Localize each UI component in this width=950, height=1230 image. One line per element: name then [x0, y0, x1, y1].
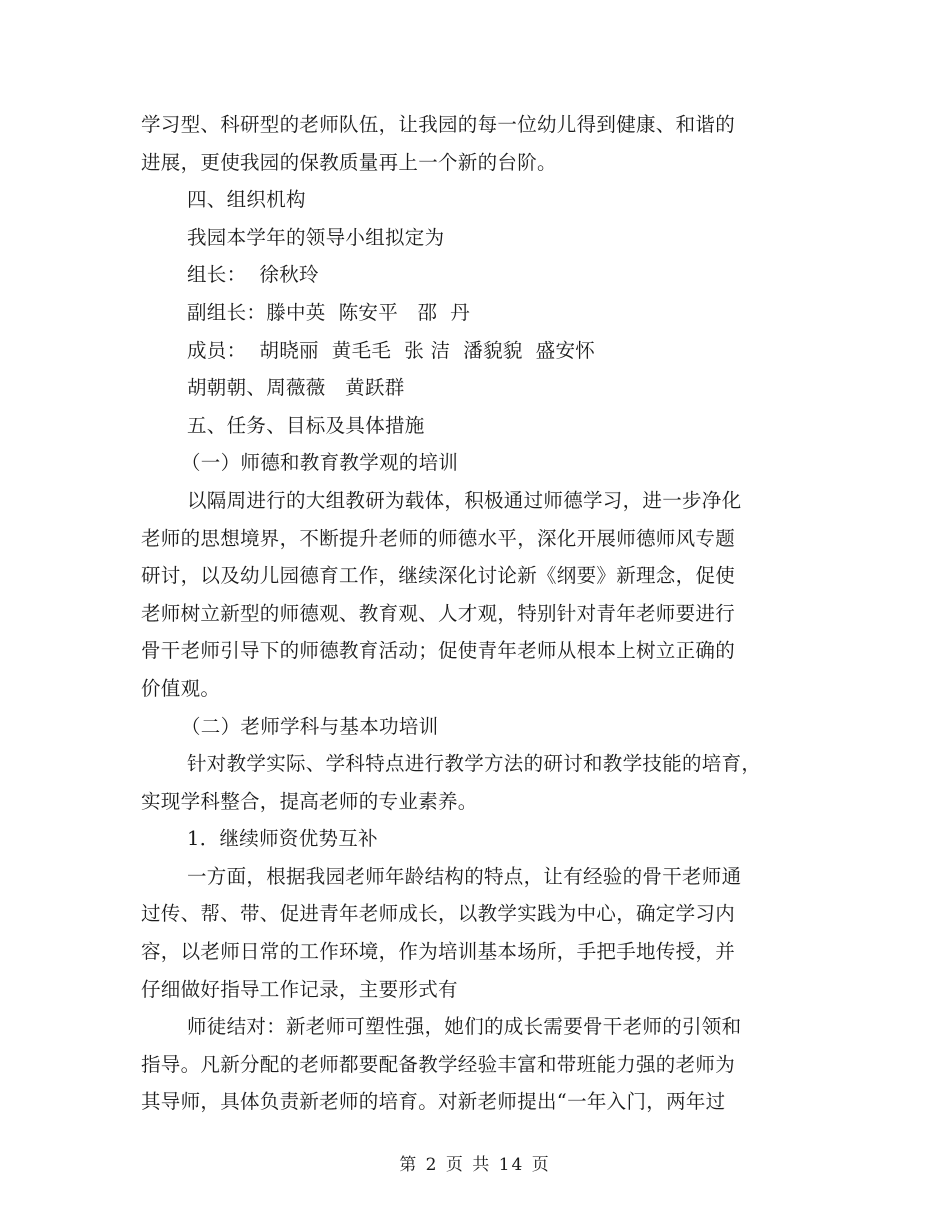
- text-line: 骨干老师引导下的师德教育活动；促使青年老师从根本上树立正确的: [141, 639, 736, 663]
- text-line: 过传、帮、带、促进青年老师成长，以教学实践为中心，确定学习内: [141, 902, 736, 926]
- text-line: 以隔周进行的大组教研为载体，积极通过师德学习，进一步净化: [187, 488, 742, 512]
- section-heading: 四、组织机构: [187, 188, 306, 212]
- text-line: 老师的思想境界，不断提升老师的师德水平，深化开展师德师风专题: [141, 526, 736, 550]
- document-body: [141, 106, 801, 1121]
- text-line: 进展，更使我园的保教质量再上一个新的台阶。: [141, 150, 557, 174]
- subsection-heading: 1．继续师资优势互补: [187, 827, 378, 851]
- subsection-heading: （二）老师学科与基本功培训: [181, 714, 439, 738]
- section-heading: 五、任务、目标及具体措施: [187, 413, 425, 437]
- text-line: 师徒结对：新老师可塑性强，她们的成长需要骨干老师的引领和: [187, 1015, 742, 1039]
- text-line: 针对教学实际、学科特点进行教学方法的研讨和教学技能的培育，: [187, 752, 762, 776]
- page-number: 第 2 页 共 14 页: [399, 1155, 551, 1175]
- text-line: 组长： 徐秋玲: [187, 263, 319, 287]
- text-line: 实现学科整合，提高老师的专业素养。: [141, 789, 478, 813]
- text-line: 成员： 胡晓丽 黄毛毛 张 洁 潘貌貌 盛安怀: [187, 338, 596, 362]
- text-line: 我园本学年的领导小组拟定为: [187, 225, 445, 249]
- text-line: 指导。凡新分配的老师都要配备教学经验丰富和带班能力强的老师为: [141, 1052, 736, 1076]
- text-line: 学习型、科研型的老师队伍，让我园的每一位幼儿得到健康、和谐的: [141, 113, 736, 136]
- text-line: 仔细做好指导工作记录，主要形式有: [141, 977, 458, 1001]
- text-line: 副组长：滕中英 陈安平 邵 丹: [187, 300, 471, 324]
- text-line: 研讨，以及幼儿园德育工作，继续深化讨论新《纲要》新理念，促使: [141, 564, 736, 588]
- text-line: 一方面，根据我园老师年龄结构的特点，让有经验的骨干老师通: [187, 864, 742, 888]
- text-line: 胡朝朝、周薇薇 黄跃群: [187, 376, 405, 400]
- subsection-heading: （一）师德和教育教学观的培训: [181, 451, 459, 475]
- text-line: 容，以老师日常的工作环境，作为培训基本场所，手把手地传授，并: [141, 940, 736, 964]
- text-line: 其导师，具体负责新老师的培育。对新老师提出“一年入门，两年过: [141, 1090, 726, 1114]
- text-line: 老师树立新型的师德观、教育观、人才观，特别针对青年老师要进行: [141, 601, 736, 625]
- text-line: 价值观。: [141, 676, 221, 700]
